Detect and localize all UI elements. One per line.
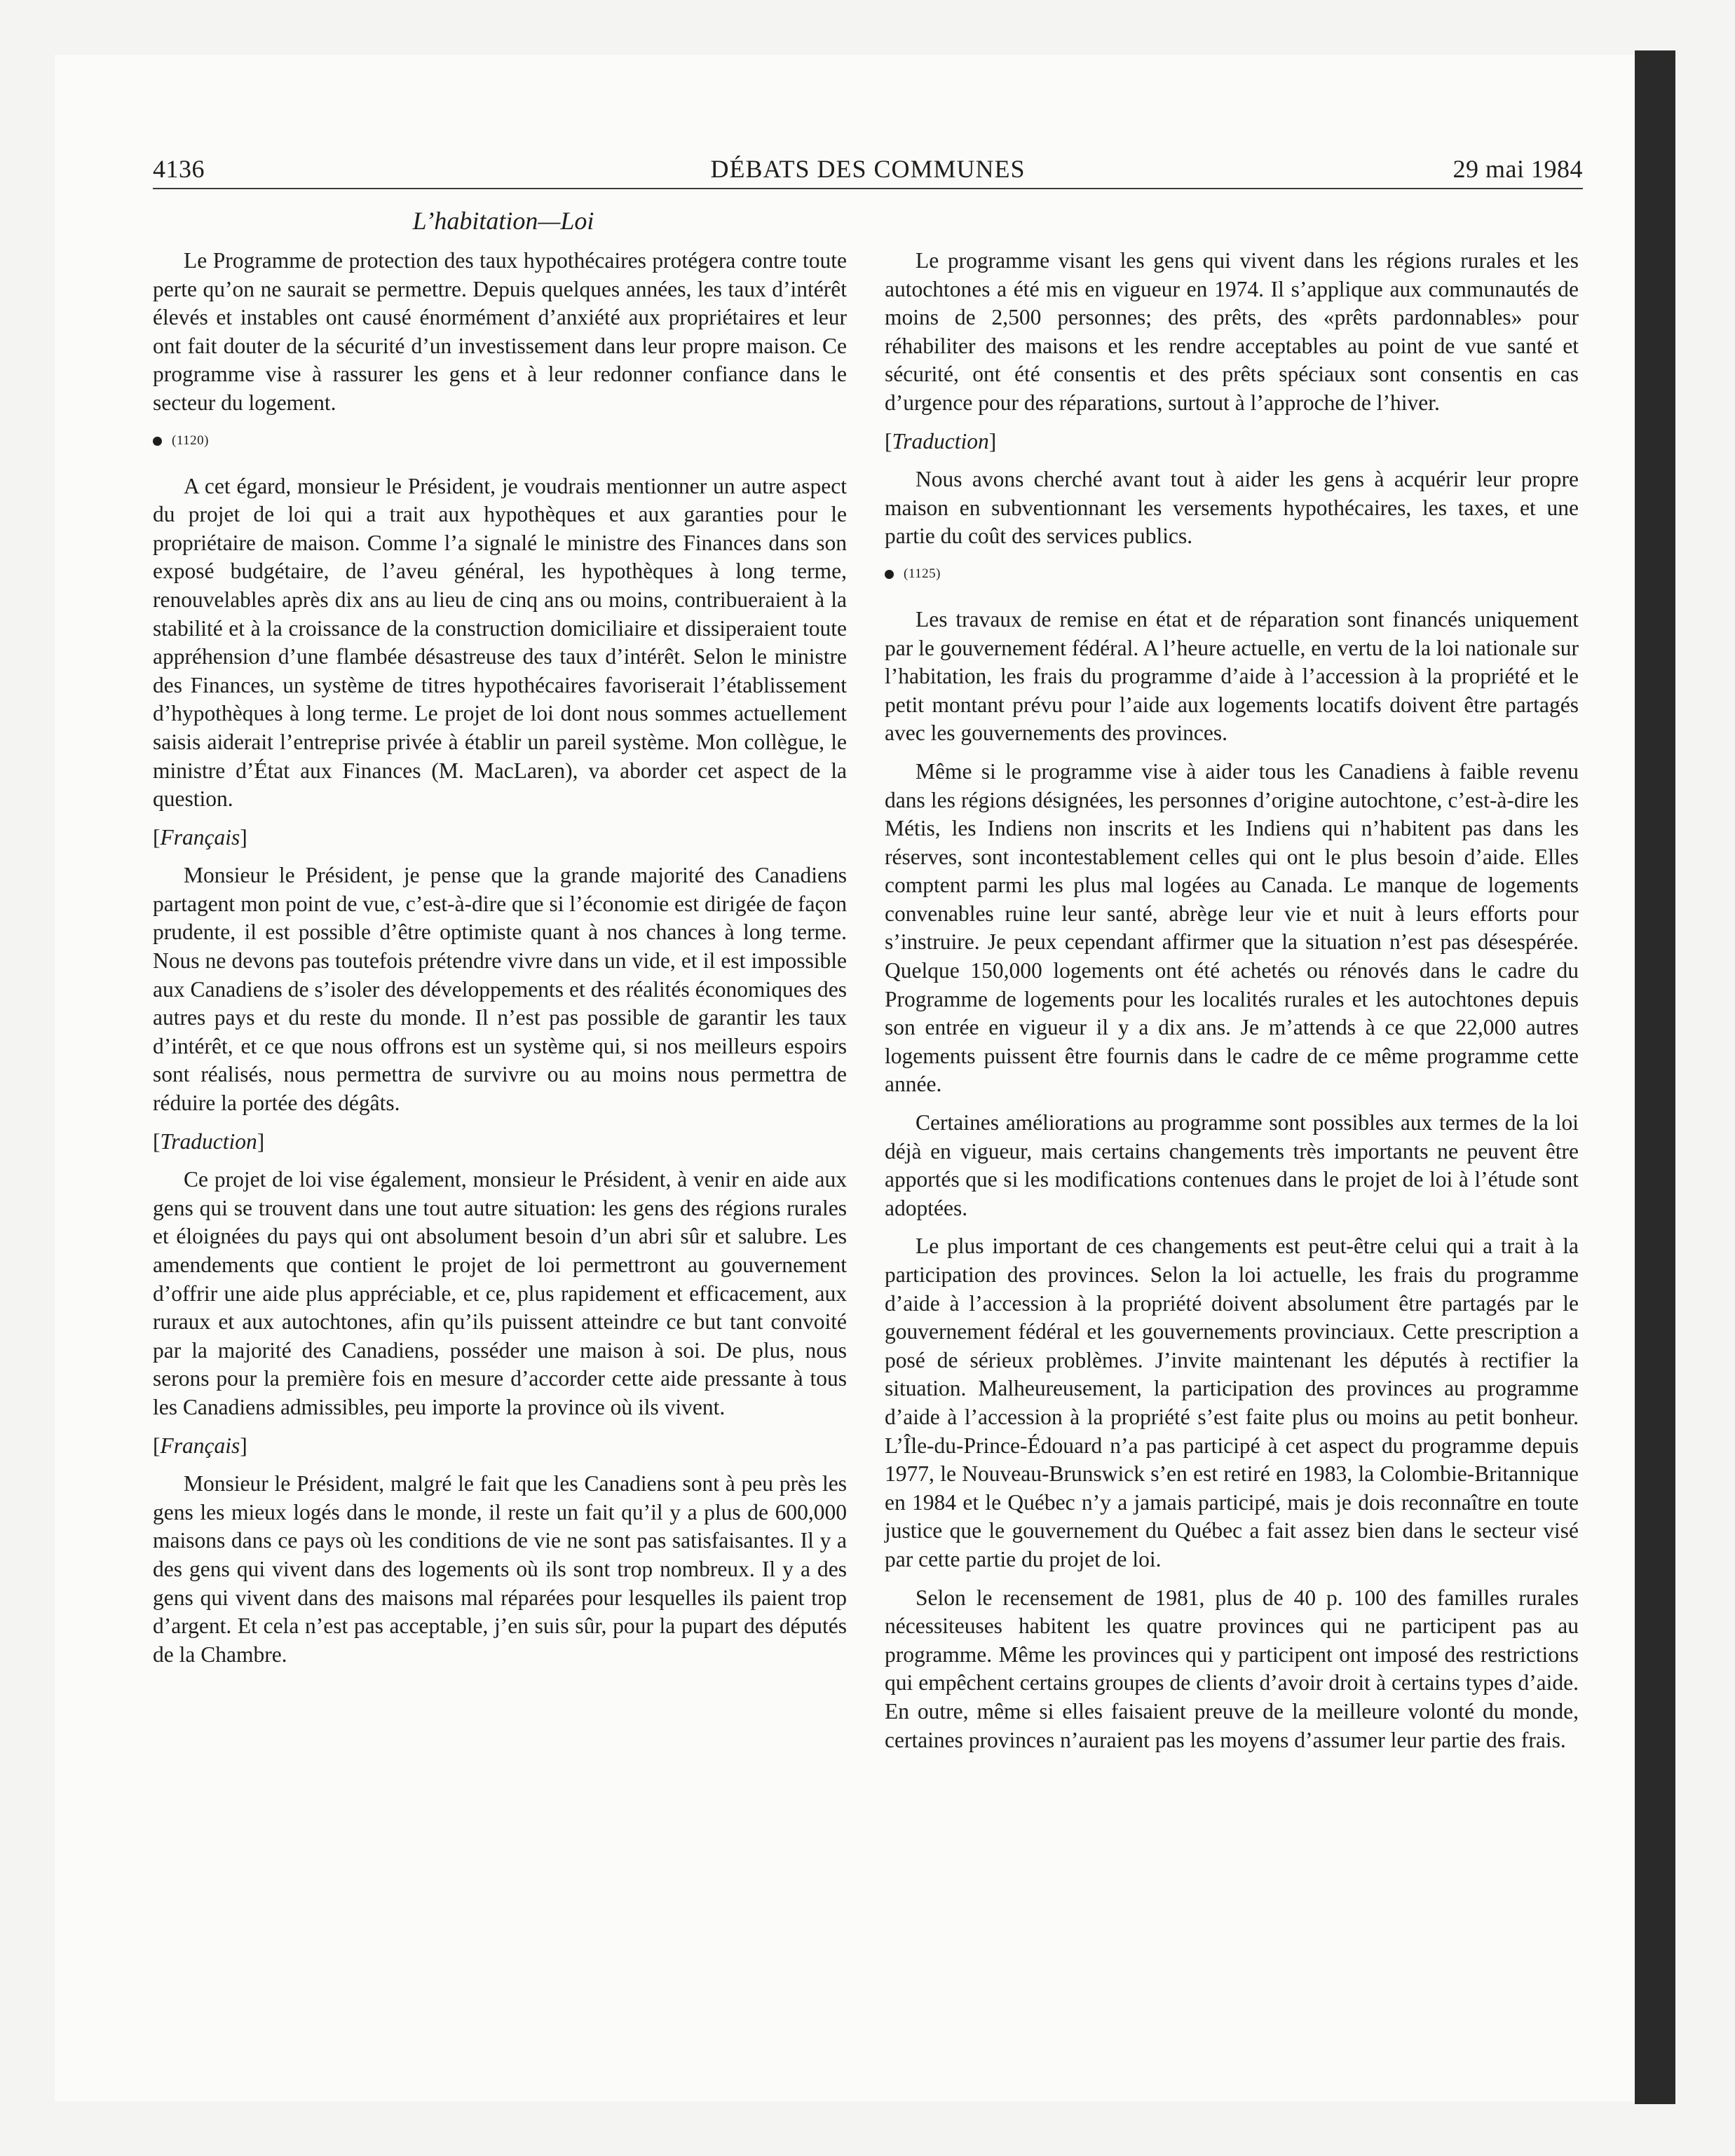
bracket-close: ] (988, 428, 997, 453)
page-header (153, 154, 1583, 189)
paragraph: Les travaux de remise en état et de réparation sont financés uniquement par le gouvernement fédéral. A l’heure actuelle, en vertu de la loi nationale sur l’habitation, les frais du programme d’aide à l’accession à la propriété et le petit montant prévu pour l’aide aux logements locatifs doivent être partagés avec les gouvernements des provinces. (885, 606, 1579, 746)
time-marker-text: (1125) (904, 566, 941, 581)
bracket-open: [ (153, 824, 161, 850)
left-column (153, 247, 847, 1679)
paragraph: Nous avons cherché avant tout à aider les gens à acquérir leur propre maison en subventionnant les versements hypothécaires, les taxes, et une partie du coût des services publics. (885, 467, 1579, 549)
language-tag (885, 428, 1579, 456)
time-marker (153, 430, 847, 451)
bullet-dot-icon (153, 437, 162, 446)
paragraph: A cet égard, monsieur le Président, je voudrais mentionner un autre aspect du projet de loi qui a trait aux hypothèques et aux garanties pour le propriétaire de maison. Comme l’a signalé le ministre des Finances dans son exposé budgétaire, de l’aveu général, les hypothèques à long terme, renouvelables après dix ans au lieu de cinq ans ou moins, contribueraient à la stabilité et à la croissance de la construction domiciliaire et dissiperaient toute appréhension d’une flambée désastreuse des taux d’intérêt. Selon le ministre des Finances, un système de titres hypothécaires favoriserait l’établissement d’hypothèques à long terme. Le projet de loi dont nous sommes actuellement saisis aiderait l’entreprise privée à établir un pareil système. Mon collègue, le ministre d’État aux Finances (M. MacLaren), va aborder cet aspect de la question. (153, 473, 847, 812)
bullet-dot-icon (885, 570, 894, 579)
page-number: 4136 (153, 155, 205, 183)
bracket-close: ] (240, 824, 247, 850)
publication-title: DÉBATS DES COMMUNES (710, 155, 1026, 183)
publication-date: 29 mai 1984 (1452, 155, 1583, 183)
bracket-open: [ (885, 428, 892, 453)
time-marker (885, 564, 1579, 585)
language-tag-text: Traduction (892, 428, 989, 453)
language-tag (153, 824, 847, 852)
language-tag (153, 1128, 847, 1157)
paragraph: Monsieur le Président, je pense que la grande majorité des Canadiens partagent mon point de vue, c’est-à-dire que si l’économie est dirigée de façon prudente, il est possible d’être optimiste quant à nos chances à long terme. Nous ne devons pas toutefois prétendre vivre dans un vide, et il est impossible aux Canadiens de s’isoler des développements et des réalités économiques des autres pays et du reste du monde. Il n’est pas possible de garantir les taux d’intérêt, et ce que nous offrons est un système qui, si nos meilleurs espoirs sont réalisés, nous permettra de survivre ou au moins nous permettra de réduire la portée des dégâts. (153, 863, 847, 1116)
bracket-open: [ (153, 1433, 161, 1458)
paragraph: Certaines améliorations au programme sont possibles aux termes de la loi déjà en vigueur, mais certains changements très importants ne peuvent être apportés que si les modifications contenues dans le projet de loi à l’étude sont adoptées. (885, 1110, 1579, 1220)
bracket-open: [ (153, 1128, 161, 1154)
paragraph: Le Programme de protection des taux hypothécaires protégera contre toute perte qu’on ne saurait se permettre. Depuis quelques années, les taux d’intérêt élevés et instables ont causé énormément d’anxiété aux propriétaires et leur ont fait douter de la sécurité d’un investissement dans leur propre maison. Ce programme vise à rassurer les gens et à leur redonner confiance dans le secteur du logement. (153, 248, 847, 415)
language-tag-text: Traduction (160, 1128, 257, 1154)
language-tag-text: Français (160, 824, 240, 850)
time-marker-text: (1120) (172, 432, 209, 448)
bracket-close: ] (257, 1128, 265, 1154)
paragraph: Ce projet de loi vise également, monsieur le Président, à venir en aide aux gens qui se trouvent dans une tout autre situation: les gens des régions rurales et éloignées du pays qui ont absolument besoin d’un abri sûr et salubre. Les amendements que contient le projet de loi permettront au gouvernement d’offrir une aide plus appréciable, et ce, plus rapidement et efficacement, aux ruraux et aux autochtones, afin qu’ils puissent atteindre ce but tant convoité par la majorité des Canadiens, posséder une maison à soi. De plus, nous serons pour la première fois en mesure d’accorder cette aide pressante à tous les Canadiens admissibles, peu importe la province où ils vivent. (153, 1167, 847, 1419)
language-tag-text: Français (160, 1433, 240, 1458)
paragraph: Même si le programme vise à aider tous les Canadiens à faible revenu dans les régions désignées, les personnes d’origine autochtone, c’est-à-dire les Métis, les Indiens non inscrits et les Indiens qui n’habitent pas dans les réserves, sont incontestablement celles qui ont le plus besoin d’aide. Elles comptent parmi les plus mal logées au Canada. Le manque de logements convenables ruine leur santé, abrège leur vie et nuit à leurs efforts pour s’instruire. Je peux cependant affirmer que la situation n’est pas désespérée. Quelque 150,000 logements ont été achetés ou rénovés dans le cadre du Programme de logements pour les localités rurales et les autochtones depuis son entrée en vigueur il y a dix ans. Je m’attends à ce que 22,000 autres logements puissent être fournis dans le cadre de ce même programme cette année. (885, 758, 1579, 1097)
paragraph: Selon le recensement de 1981, plus de 40 p. 100 des familles rurales nécessiteuses habitent les quatre provinces qui ne participent pas au programme. Même les provinces qui y participent ont imposé des restrictions qui empêchent certains groupes de clients d’avoir droit à certains types d’aide. En outre, même si elles faisaient preuve de la meilleure volonté du monde, certaines provinces n’auraient pas les moyens d’assumer leur partie des frais. (885, 1585, 1579, 1752)
paragraph: Le programme visant les gens qui vivent dans les régions rurales et les autochtones a été mis en vigueur en 1974. Il s’applique aux communautés de moins de 2,500 personnes; des prêts, des «prêts pardonnables» pour réhabiliter des maisons et les rendre acceptables au point de vue santé et sécurité, ont été consentis et des prêts spéciaux sont consentis en cas d’urgence pour des réparations, surtout à l’approche de l’hiver. (885, 248, 1579, 415)
paragraph: Le plus important de ces changements est peut-être celui qui a trait à la participation des provinces. Selon la loi actuelle, les frais du programme d’aide à l’accession à la propriété doivent absolument être partagés par le gouvernement fédéral et les gouvernements provinciaux. Cette prescription a posé de sérieux problèmes. J’invite maintenant les députés à rectifier la situation. Malheureusement, la participation des provinces au programme d’aide à l’accession à la propriété s’est faite plus ou moins au petit bonheur. L’Île-du-Prince-Édouard n’a pas participé à cet aspect du programme depuis 1977, le Nouveau-Brunswick s’en est retiré en 1983, la Colombie-Britannique en 1984 et le Québec n’y a jamais participé, mais je dois reconnaître en toute justice que le gouvernement du Québec a fait assez bien dans le secteur visé par cette partie du projet de loi. (885, 1234, 1579, 1571)
scan-binding-edge (1635, 50, 1675, 2104)
running-head: L’habitation—Loi (412, 207, 594, 235)
paragraph: Monsieur le Président, malgré le fait que les Canadiens sont à peu près les gens les mieux logés dans le monde, il reste un fait qu’il y a plus de 600,000 maisons dans ce pays où les conditions de vie ne sont pas satisfaisantes. Il y a des gens qui vivent dans des logements où ils sont trop nombreux. Il y a des gens qui vivent dans des maisons mal réparées pour lesquelles ils paient trop d’argent. Et cela n’est pas acceptable, j’en suis sûr, pour la pupart des députés de la Chambre. (153, 1471, 847, 1667)
bracket-close: ] (240, 1433, 247, 1458)
right-column (885, 247, 1579, 1764)
language-tag (153, 1432, 847, 1461)
header-rule (153, 188, 1583, 189)
